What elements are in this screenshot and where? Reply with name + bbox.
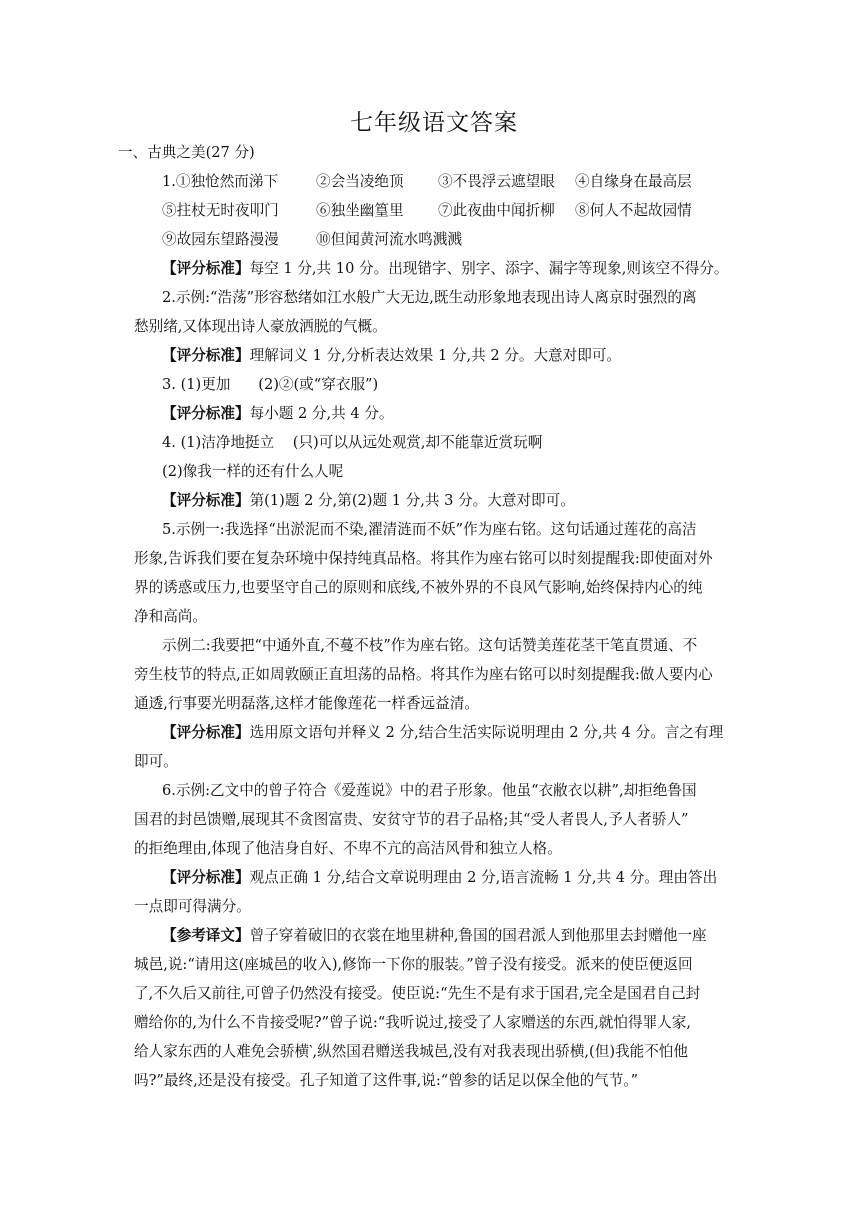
page-title: 七年级语文答案 (350, 110, 518, 136)
answer-line: 5.示例一:我选择“出淤泥而不染,濯清涟而不妖”作为座右铭。这句话通过莲花的高洁 (162, 521, 697, 538)
scoring-standard (162, 346, 621, 366)
scoring-label: 【评分标准】 (162, 347, 250, 364)
answer-item: ⑤拄杖无时夜叩门 (162, 202, 279, 219)
scoring-text-cont: 一点即可得满分。 (134, 898, 251, 915)
scoring-standard (162, 404, 394, 424)
translation-text: 曾子穿着破旧的衣裳在地里耕种,鲁国的国君派人到他那里去封赠他一座 (249, 927, 707, 944)
answer-line: 的拒绝理由,体现了他洁身自好、不卑不亢的高洁风骨和独立人格。 (134, 840, 562, 857)
translation-line: 吗?”最终,还是没有接受。孔子知道了这件事,说:“曾参的话足以保全他的气节。” (134, 1072, 639, 1089)
translation-label: 【参考译文】 (162, 927, 250, 944)
answer-line: (2)像我一样的还有什么人呢 (162, 463, 344, 480)
section-heading: 一、古典之美(27 分) (118, 144, 255, 161)
translation-line: 了,不久后又前往,可曾子仍然没有接受。使臣说:“先生不是有求于国君,完全是国君自己封 (134, 985, 701, 1002)
answer-item: ⑩但闻黄河流水鸣溅溅 (316, 231, 462, 248)
scoring-label: 【评分标准】 (162, 492, 250, 509)
answer-item: ⑧何人不起故园情 (575, 202, 692, 219)
answer-line: 界的诱惑或压力,也要坚守自己的原则和底线,不被外界的不良风气影响,始终保持内心的纯 (134, 579, 703, 596)
answer-line: 3. (1)更加 (2)②(或“穿衣服”) (162, 376, 379, 393)
answer-item: ②会当凌绝顶 (316, 173, 404, 190)
answer-item: ⑦此夜曲中闻折柳 (438, 202, 555, 219)
scoring-standard (162, 868, 717, 888)
answer-item: ⑨故园东望路漫漫 (162, 231, 279, 248)
scoring-label: 【评分标准】 (162, 405, 250, 422)
scoring-label: 【评分标准】 (162, 724, 250, 741)
scoring-text: 理解词义 1 分,分析表达效果 1 分,共 2 分。大意对即可。 (249, 347, 622, 364)
scoring-text: 每小题 2 分,共 4 分。 (249, 405, 394, 422)
scoring-standard (162, 491, 575, 511)
answer-line: 净和高尚。 (134, 608, 207, 625)
answer-line: 6.示例:乙文中的曾子符合《爱莲说》中的君子形象。他虽“衣敝衣以耕”,却拒绝鲁国 (162, 782, 697, 799)
translation-line: 给人家东西的人难免会骄横‵,纵然国君赠送我城邑,没有对我表现出骄横,(但)我能不怕他 (134, 1043, 688, 1060)
answer-line: 通透,行事要光明磊落,这样才能像莲花一样香远益清。 (134, 695, 479, 712)
answer-line: 形象,告诉我们要在复杂环境中保持纯真品格。将其作为座右铭可以时刻提醒我:即使面对外 (134, 550, 713, 567)
translation-line: 城邑,说:“请用这(座城邑的收入),修饰一下你的服装。”曾子没有接受。派来的使臣便返回 (134, 956, 693, 973)
answer-line: 示例二:我要把“中通外直,不蔓不枝”作为座右铭。这句话赞美莲花茎干笔直贯通、不 (162, 637, 698, 654)
answer-item: ③不畏浮云遮望眼 (438, 173, 555, 190)
scoring-text: 选用原文语句并释义 2 分,结合生活实际说明理由 2 分,共 4 分。言之有理 (249, 724, 724, 741)
scoring-text: 第(1)题 2 分,第(2)题 1 分,共 3 分。大意对即可。 (249, 492, 575, 509)
answer-line: 愁别绪,又体现出诗人豪放洒脱的气概。 (134, 318, 387, 335)
answer-line: 4. (1)洁净地挺立 (只)可以从远处观赏,却不能靠近赏玩啊 (162, 434, 543, 451)
answer-item: 1.①独怆然而涕下 (162, 173, 279, 190)
scoring-standard (162, 259, 729, 279)
scoring-standard (162, 723, 723, 743)
scoring-label: 【评分标准】 (162, 869, 250, 886)
answer-line: 国君的封邑馈赠,展现其不贪图富贵、安贫守节的君子品格;其“受人者畏人,予人者骄人” (134, 811, 689, 828)
scoring-text: 每空 1 分,共 10 分。出现错字、别字、添字、漏字等现象,则该空不得分。 (249, 260, 729, 277)
scoring-text: 观点正确 1 分,结合文章说明理由 2 分,语言流畅 1 分,共 4 分。理由答出 (249, 869, 718, 886)
scoring-text-cont: 即可。 (134, 753, 178, 770)
answer-line: 旁生枝节的特点,正如周敦颐正直坦荡的品格。将其作为座右铭可以时刻提醒我:做人要内心 (134, 666, 713, 683)
translation-paragraph (162, 926, 707, 946)
answer-item: ⑥独坐幽篁里 (316, 202, 404, 219)
answer-item: ④自缘身在最高层 (575, 173, 692, 190)
translation-line: 赠给你的,为什么不肯接受呢?”曾子说:“我听说过,接受了人家赠送的东西,就怕得罪人家, (134, 1014, 692, 1031)
answer-line: 2.示例:“浩荡”形容愁绪如江水般广大无边,既生动形象地表现出诗人离京时强烈的离 (162, 289, 697, 306)
scoring-label: 【评分标准】 (162, 260, 250, 277)
